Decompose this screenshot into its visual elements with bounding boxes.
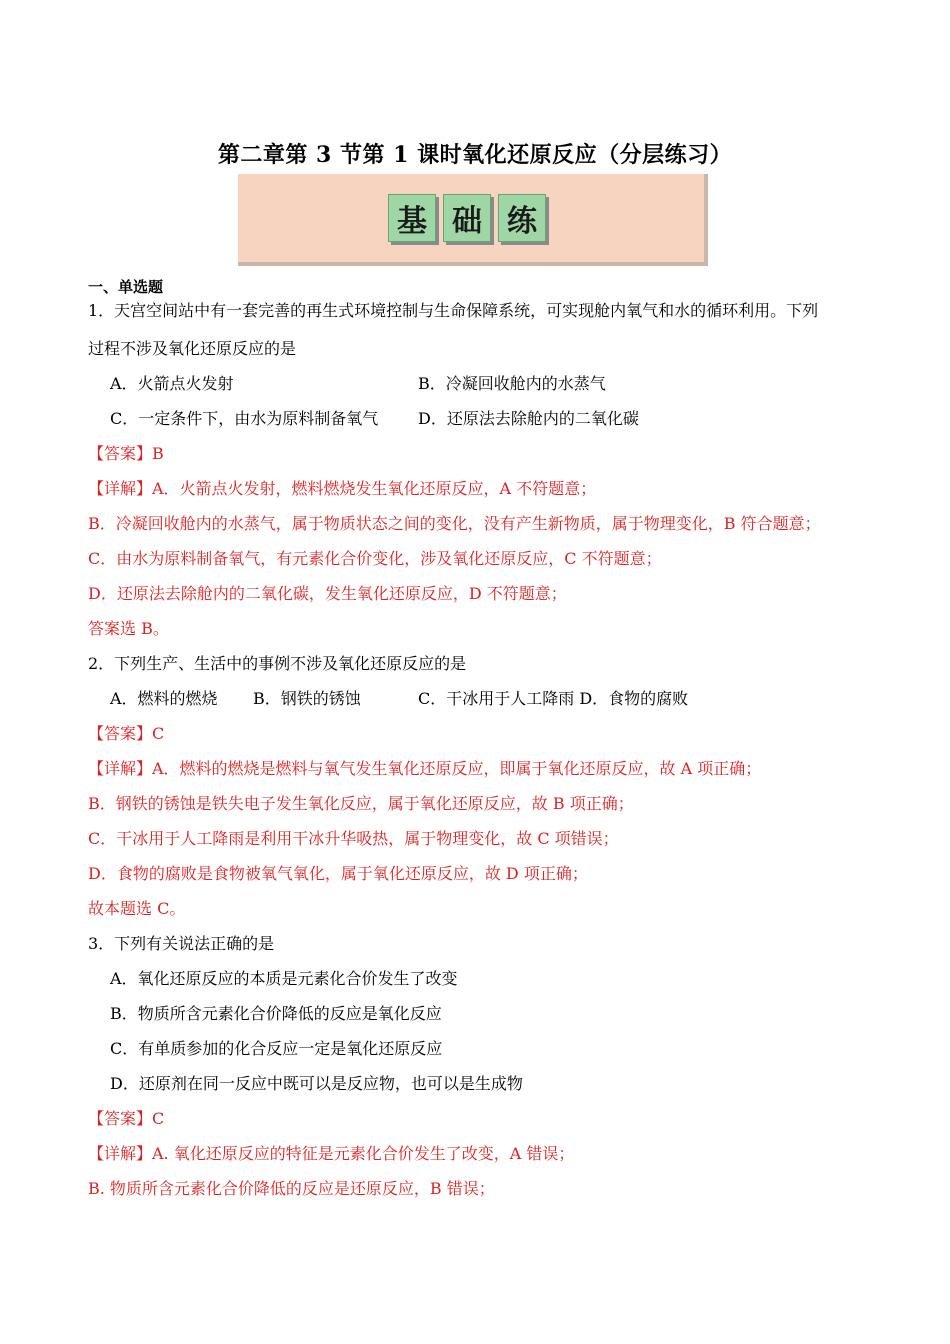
q1-stem-line2: 过程不涉及氧化还原反应的是 (88, 339, 297, 358)
q3-option-d: D．还原剂在同一反应中既可以是反应物，也可以是生成物 (110, 1074, 523, 1093)
banner-tile-3: 练 (498, 194, 546, 242)
q3-detail-1: 【详解】A. 氧化还原反应的特征是元素化合价发生了改变，A 错误； (88, 1144, 575, 1163)
q1-conclusion: 答案选 B。 (88, 619, 169, 638)
q2-detail-1: 【详解】A．燃料的燃烧是燃料与氧气发生氧化还原反应，即属于氧化还原反应，故 A 项正确； (88, 759, 762, 778)
q2-stem: 2．下列生产、生活中的事例不涉及氧化还原反应的是 (88, 654, 467, 673)
q2-option-b: B．钢铁的锈蚀 (253, 689, 361, 708)
q3-option-c: C．有单质参加的化合反应一定是氧化还原反应 (110, 1039, 443, 1058)
banner-tile-2: 础 (443, 194, 491, 242)
q2-option-cd: C．干冰用于人工降雨 D．食物的腐败 (418, 689, 689, 708)
q3-detail-2: B. 物质所含元素化合价降低的反应是还原反应，B 错误； (88, 1179, 495, 1198)
q1-option-c: C．一定条件下，由水为原料制备氧气 (110, 409, 379, 428)
q2-conclusion: 故本题选 C。 (88, 899, 186, 918)
q2-answer: 【答案】C (88, 724, 165, 743)
banner-tiles (388, 194, 546, 242)
q3-option-b: B．物质所含元素化合价降低的反应是氧化反应 (110, 1004, 442, 1023)
q2-detail-4: D．食物的腐败是食物被氧气氧化，属于氧化还原反应，故 D 项正确； (88, 864, 588, 883)
banner-tile-1: 基 (388, 194, 436, 242)
section-heading: 一、单选题 (88, 278, 164, 296)
q1-detail-4: D．还原法去除舱内的二氧化碳，发生氧化还原反应，D 不符题意； (88, 584, 567, 603)
q1-detail-3: C．由水为原料制备氧气，有元素化合价变化，涉及氧化还原反应，C 不符题意； (88, 549, 662, 568)
q1-detail-2: B．冷凝回收舱内的水蒸气，属于物质状态之间的变化，没有产生新物质，属于物理变化，B 符合题意； (88, 514, 821, 533)
q2-detail-3: C．干冰用于人工降雨是利用干冰升华吸热，属于物理变化，故 C 项错误； (88, 829, 619, 848)
q3-option-a: A．氧化还原反应的本质是元素化合价发生了改变 (110, 969, 458, 988)
q2-detail-2: B．钢铁的锈蚀是铁失电子发生氧化反应，属于氧化还原反应，故 B 项正确； (88, 794, 634, 813)
basic-practice-banner (238, 174, 708, 266)
q1-option-d: D．还原法去除舱内的二氧化碳 (418, 409, 639, 428)
page-title: 第二章第 3 节第 1 课时氧化还原反应（分层练习） (217, 142, 733, 168)
q1-answer: 【答案】B (88, 444, 164, 463)
q1-option-a: A．火箭点火发射 (110, 374, 234, 393)
q3-stem: 3．下列有关说法正确的是 (88, 934, 275, 953)
q1-stem-line1: 1．天宫空间站中有一套完善的再生式环境控制与生命保障系统，可实现舱内氧气和水的循环利用。下列 (88, 301, 819, 320)
q1-option-b: B．冷凝回收舱内的水蒸气 (418, 374, 606, 393)
q1-detail-1: 【详解】A．火箭点火发射，燃料燃烧发生氧化还原反应，A 不符题意； (88, 479, 597, 498)
q2-option-a: A．燃料的燃烧 (110, 689, 218, 708)
q3-answer: 【答案】C (88, 1109, 165, 1128)
